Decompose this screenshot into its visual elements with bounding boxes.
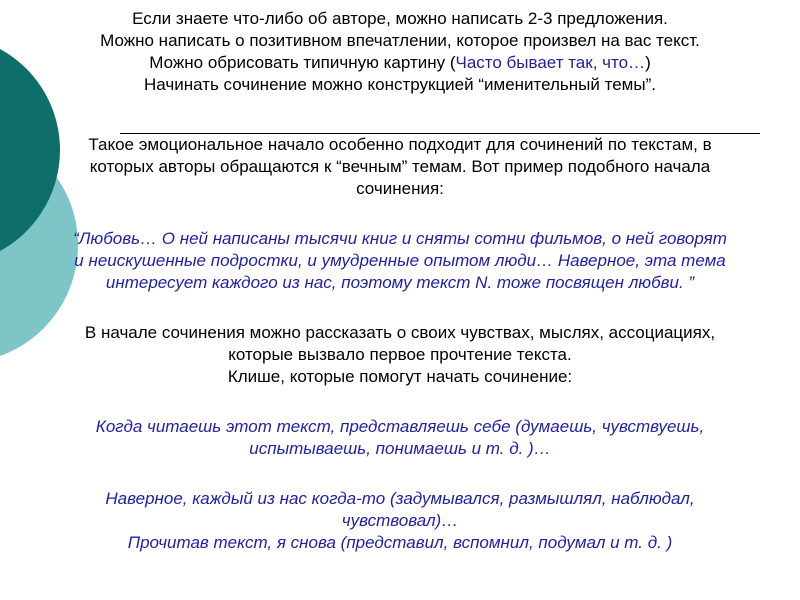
cliche-2-line-2: чувствовал)… (341, 511, 459, 530)
intro-line-3-accent: Часто бывает так, что… (455, 53, 646, 72)
emotional-line-1: Такое эмоциональное начало особенно подходит для сочинений по текстам, в (88, 135, 712, 154)
emotional-line-2: которых авторы обращаются к “вечным” темам. Вот пример подобного начала (89, 157, 711, 176)
feelings-line-1: В начале сочинения можно рассказать о своих чувствах, мыслях, ассоциациях, (84, 323, 716, 342)
intro-line-3 (0, 52, 800, 74)
intro-line-1: Если знаете что-либо об авторе, можно написать 2-3 предложения. (132, 9, 668, 28)
cliche-3-line-1: Прочитав текст, я снова (представил, вспомнил, подумал и т. д. ) (127, 533, 673, 552)
cliche-1-line-1: Когда читаешь этот текст, представляешь себе (думаешь, чувствуешь, (95, 417, 705, 436)
intro-line-4: Начинать сочинение можно конструкцией “именительный темы”. (144, 75, 656, 94)
feelings-line-2: которые вызвало первое прочтение текста. (228, 345, 572, 364)
quote-line-3: интересует каждого из нас, поэтому текст N. тоже посвящен любви. ” (105, 273, 695, 292)
intro-line-3-start: Можно обрисовать типичную картину ( (149, 53, 456, 72)
cliche-2-line-1: Наверное, каждый из нас когда-то (задумывался, размышлял, наблюдал, (105, 489, 695, 508)
emotional-line-3: сочинения: (356, 179, 444, 198)
quote-line-1: “Любовь… О ней написаны тысячи книг и сняты сотни фильмов, о ней говорят (73, 229, 727, 248)
quote-line-2: и неискушенные подростки, и умудренные опытом люди… Наверное, эта тема (74, 251, 726, 270)
intro-line-2: Можно написать о позитивном впечатлении, которое произвел на вас текст. (100, 31, 700, 50)
cliche-1-line-2: испытываешь, понимаешь и т. д. )… (249, 439, 551, 458)
intro-line-3-end: ) (645, 53, 651, 72)
feelings-line-3: Клише, которые помогут начать сочинение: (227, 367, 573, 386)
